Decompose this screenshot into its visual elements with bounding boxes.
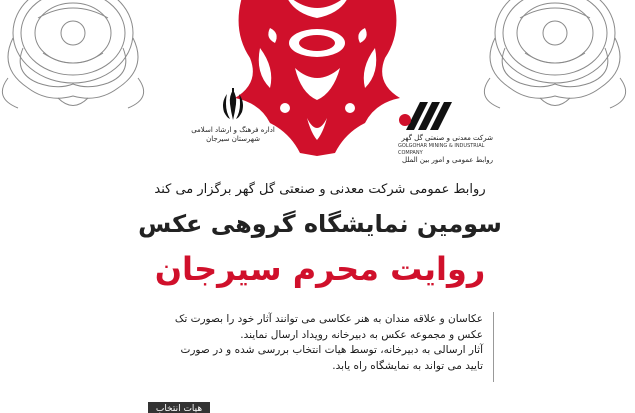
description-block bbox=[148, 312, 494, 382]
golgohar-name-fa: شرکت معدنی و صنعتی گل گهر bbox=[401, 134, 493, 142]
exhibition-title: روایت محرم سیرجان bbox=[154, 250, 486, 288]
golgohar-department: روابط عمومی و امور بین الملل bbox=[401, 156, 493, 165]
ministry-city: شهرستان سیرجان bbox=[206, 135, 260, 144]
golgohar-mark-icon bbox=[398, 96, 456, 130]
jury-tag: هیات انتخاب bbox=[148, 402, 210, 413]
ministry-name: اداره فرهنگ و ارشاد اسلامی bbox=[191, 126, 275, 134]
left-ornament-medallion bbox=[0, 0, 158, 113]
description-line-2: عکس و مجموعه عکس به دبیرخانه رویداد ارسال نمایند. bbox=[240, 328, 483, 341]
golgohar-logo bbox=[398, 96, 493, 165]
ministry-logo bbox=[178, 88, 288, 144]
exhibition-subtitle: سومین نمایشگاه گروهی عکس bbox=[138, 210, 502, 238]
iran-emblem-icon bbox=[218, 88, 248, 122]
right-ornament-medallion bbox=[470, 0, 635, 113]
organizer-line: روابط عمومی شرکت معدنی و صنعتی گل گهر برگزار می کند bbox=[154, 182, 486, 197]
golgohar-name-en: GOLGOHAR MINING & INDUSTRIAL COMPANY bbox=[398, 143, 485, 156]
description-line-3: آثار ارسالی به دبیرخانه، توسط هیات انتخاب بررسی شده و در صورت bbox=[180, 344, 483, 356]
description-line-1: عکاسان و علاقه مندان به هنر عکاسی می توانند آثار خود را بصورت تک bbox=[174, 313, 483, 325]
description-line-4: تایید می تواند به نمایشگاه راه یابد. bbox=[332, 359, 483, 372]
